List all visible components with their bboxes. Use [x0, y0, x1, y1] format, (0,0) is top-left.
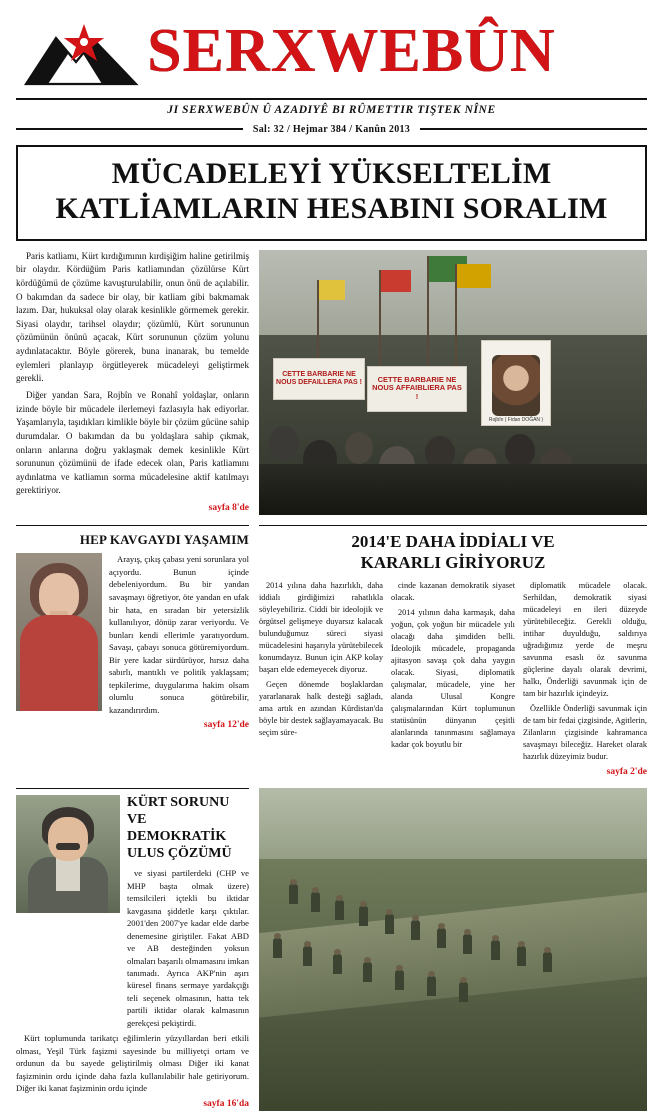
lead-jump-link[interactable]: sayfa 8'de [16, 501, 249, 515]
guerrilla-column-photo [259, 788, 647, 1111]
story-bottom-title-line-3: ULUS ÇÖZÜMÜ [127, 846, 232, 861]
lead-section [16, 250, 647, 516]
headline-line-2: KATLİAMLARIN HESABINI SORALIM [56, 192, 608, 225]
paragraph: Özellikle Önderliği savunmak için de tam bir fedai çizgisinde, Agitlerin, Zilanların çizgisinde kahramanca savaşmayı bileceğiz. Hareket olarak hazırlık düzeyimiz budur. [523, 703, 647, 763]
story-bottom-rest: Kürt toplumunda tarikatçı eğilimlerin yüzyıllardan beri etkili olması, Yeşil Türk faşizmi sayesinde bu milliyetçi ortam ve ordunun da bu sayede geliştirilmiş olması Diğer iki kanat faşizminin ordu içinde daha fazla kullanılabilir hale getiriyorum. Diğer iki kanat faşizminin ordu içinde [16, 1032, 249, 1094]
issue-label: Sal: 32 / Hejmar 384 / Kanûn 2013 [243, 124, 420, 135]
story-center-title-line-1: 2014'E DAHA İDDİALI VE [351, 532, 554, 551]
story-bottom-jump-link[interactable]: sayfa 16'da [16, 1098, 249, 1111]
victim-portrait-caption: Rojbîn ( Fidan DOĞAN ) [489, 416, 543, 425]
page-title: SERXWEBÛN [16, 14, 647, 88]
story-left-jump-link[interactable]: sayfa 12'de [109, 719, 249, 733]
story-bottom [16, 788, 249, 1111]
protest-sign-1: CETTE BARBARIE NE NOUS DEFAILLERA PAS ! [273, 358, 365, 400]
story-bottom-title-line-1: KÜRT SORUNU [127, 795, 229, 810]
story-center-column-1 [259, 580, 383, 780]
story-center [259, 525, 647, 780]
story-center-title-line-2: KARARLI GİRİYORUZ [361, 553, 546, 572]
paragraph: 2014 yılının daha karmaşık, daha yoğun, çok yoğun bir mücadele yılı olacağı daha şimdiden belli. İdeolojik mücadele, propaganda ajitasyon savaşı çok daha yaygın olacak. Siyasi, diplomatik çalışmalar, mücadele, yine her alanda Ulusal Kongre çalışmalarından Kürt toplumunun statüsünün dünyanın çeşitli alanlarında tanınmasını sağlamaya kadar çok boyutlu bir [391, 607, 515, 751]
main-headline-box [16, 145, 647, 241]
story-bottom-title-line-2: VE DEMOKRATİK [127, 812, 226, 844]
paragraph: Geçen dönemde boşlaklardan yararlanarak halk desteği sağladı, ama artık en azından Kürdistan'da böyle bir destek sağlayamayacak. Bu seçim süre- [259, 679, 383, 739]
story-center-jump-link[interactable]: sayfa 2'de [523, 766, 647, 780]
lead-paragraph-2: Diğer yandan Sara, Rojbîn ve Ronahî yoldaşlar, onların izinde böyle bir mücadele ilerlemeyi fazlasıyla hak ediyorlar. Yaşamlarıyla, taşıdıkları kimlikle böyle bir çözüm gücüne sahip durumdalar. O bakımdan da bu yoldaşlara sahip çıkmak, onların anlarına doğru yaklaşmak demek kesinlikle Kürt sorununun çözümünü de ifade edecek olan, Paris katliamını aydınlatma ve katliamın sorma mücadelesine aktif katılmayı gerektiriyor. [16, 389, 249, 498]
issue-bar [16, 119, 647, 137]
paragraph: diplomatik mücadele olacak. Serhildan, demokratik siyasi mücadeleyi en ileri düzeyde yürütebileceğiz. Gerekli olduğu, intihar duyulduğu, saldırıya uğradığımız yerde de meşru savunma esaslı öz savunma güçlerine dayalı olarak devrimi, halkı, Önderliği savunmak için de tam bir hazırlık içindeyiz. [523, 580, 647, 700]
story-center-column-3 [523, 580, 647, 780]
mid-section [16, 525, 647, 780]
bottom-section [16, 788, 647, 1111]
masthead-slogan: JI SERXWEBÛN Û AZADIYÊ BI RÛMETTIR TIŞTEK NÎNE [16, 100, 647, 119]
lead-paragraph-1: Paris katliamı, Kürt kırdığımının kırdişiğim haline getirilmiş bir olaydır. Kördüğüm Paris katliamından çözülürse Kürt kördüğümü de çözüme kavuşturulabilir, onun önü de açılabilir. O bakımdan da sadece bir olay, bir katliam gibi bakmamak lazım. Dar, hukuksal olay olarak kesinlikle görmemek gerekir. Siyasi olaydır, tarihsel olaydır; çözümlü, Kürt sorununun çözümünün önünü açacak, Kürt sorununun çözüm yolunu aydınlatacaktır. Böyle görerek, buna inanarak, bu temelde eylemleri planlayıp örgütleyerek mücadeleyi geliştirmek gerekli. [16, 250, 249, 386]
masthead [16, 14, 647, 96]
protest-sign-2: CETTE BARBARIE NE NOUS AFFAIBLIERA PAS ! [367, 366, 467, 412]
story-left [16, 525, 249, 780]
headline-line-1: MÜCADELEYİ YÜKSELTELİM [112, 157, 552, 190]
paris-protest-photo [259, 250, 647, 516]
ocalan-portrait-photo [16, 795, 120, 913]
victim-portrait-sign [481, 340, 551, 426]
woman-portrait-photo [16, 553, 102, 711]
star-mountain-logo [22, 18, 140, 92]
paragraph: 2014 yılına daha hazırlıklı, daha iddialı girdiğimizi rahatlıkla söyleyebiliriz. Ciddi bir ideolojik ve örgütsel gelişmeye duyarsız kalacak bulunduğumuz süreci siyasi mücadelesini haşarıyla yürütebilecek konumdayız. Bunun için AKP kolay başarı elde edemeyecek diyoruz. [259, 580, 383, 676]
story-left-title: HEP KAVGAYDI YAŞAMIM [16, 532, 249, 548]
story-bottom-intro: ve siyasi partilerdeki (CHP ve MHP başta olmak üzere) temsilcileri içtekli bu iktidar kavgasına şiddetle karşı çıktılar. 2001'den 2007'ye kadar elde darbe denemesine giriştiler. Fakat ABD ve AB desteğinden yoksun olmaları başarılı olmamasını imkan tanımadı. Ayrıca AKP'nin aşırı küresel finans sermaye yardakçığı teli seçenek olmasının, hatta tek partili iktidar olarak kalmasının gerekçesi pekiştirdi. [127, 867, 249, 1029]
paragraph: cinde kazanan demokratik siyaset olacak. [391, 580, 515, 604]
lead-article-text [16, 250, 249, 516]
story-left-text: Arayış, çıkış çabası yeni sorunlara yol açıyordu. Bunun içinde debeleniyordum. Bu bir yandan savaşmayı öğretiyor, öte yandan en ufak bir hata, en sıradan bir yetersizlik kullanılıyor, dönüp zarar veriyordu. Ve bunları kendi ellerimle yaratıyordum. Savaşı, çabayı sonuca götüremiyordum. Bir yere kadar sürdürüyor, hırsız daha sabırlı, mantıklı ve politik yaklaşsam; tepkilerime, duygularıma hakim olsam olumlu sonuca götürebilir, kazandırırdım. [109, 553, 249, 716]
story-center-column-2 [391, 580, 515, 780]
